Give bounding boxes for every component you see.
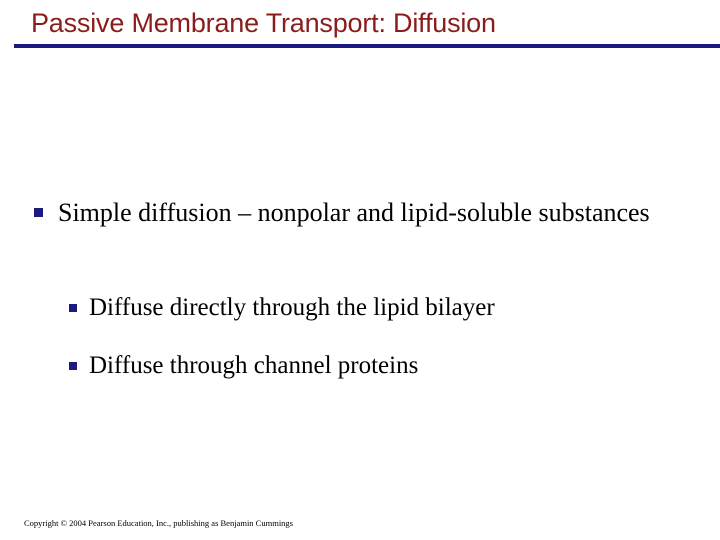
square-bullet-icon [69,362,77,370]
copyright-notice: Copyright © 2004 Pearson Education, Inc., publishing as Benjamin Cummings [24,518,293,528]
sub-bullet-item [89,293,495,323]
square-bullet-icon [34,208,43,217]
square-bullet-icon [69,304,77,312]
sub-bullet-text: Diffuse through channel proteins [89,352,419,379]
bullet-text: Simple diffusion – nonpolar and lipid-soluble substances [58,198,650,227]
sub-bullet-text: Diffuse directly through the lipid bilayer [89,294,495,321]
sub-bullet-item [89,351,418,381]
slide-title: Passive Membrane Transport: Diffusion [31,8,496,38]
bullet-item [58,196,658,230]
title-underline [14,44,720,48]
